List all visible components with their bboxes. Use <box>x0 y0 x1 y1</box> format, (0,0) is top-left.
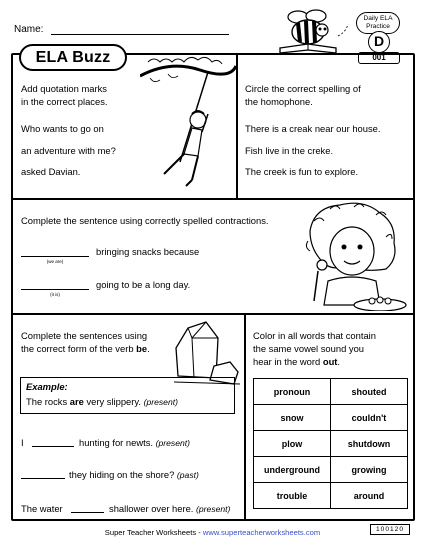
homophone-sentence[interactable]: The creek is fun to explore. <box>245 166 359 177</box>
contractions-instruction: Complete the sentence using correctly spelled contractions. <box>21 215 269 226</box>
table-row <box>254 483 408 509</box>
name-field[interactable] <box>51 34 229 35</box>
verb-blank[interactable] <box>32 446 74 447</box>
name-label: Name: <box>14 24 44 35</box>
example-label: Example: <box>26 381 68 392</box>
word-cell[interactable]: underground <box>254 457 331 483</box>
words-table <box>253 378 408 509</box>
verb-blank[interactable] <box>21 478 65 479</box>
divider <box>11 198 415 200</box>
page-title-text: ELA Buzz <box>35 49 111 66</box>
verb-instruction: Complete the sentences using <box>21 330 148 341</box>
verb-sentence-3: The water <box>21 503 63 514</box>
divider <box>11 313 415 315</box>
badge-number: 001 <box>358 52 400 64</box>
badge-letter: D <box>368 31 390 53</box>
daily-ela-badge: Daily ELA Practice <box>356 12 400 34</box>
contraction-blank[interactable] <box>21 256 89 257</box>
quotes-sentence: an adventure with me? <box>21 145 116 156</box>
word-cell[interactable]: pronoun <box>254 379 331 405</box>
quotes-sentence: Who wants to go on <box>21 123 104 134</box>
contraction-hint: (it is) <box>50 292 60 297</box>
quotes-instruction: Add quotation marks <box>21 83 107 94</box>
girl-eating-snack-illustration <box>300 201 410 311</box>
footer <box>0 528 425 537</box>
word-cell[interactable]: around <box>331 483 408 509</box>
bee-reading-icon <box>276 6 352 56</box>
worksheet-code: 100120 <box>370 524 410 535</box>
word-cell[interactable]: shutdown <box>331 431 408 457</box>
table-row <box>254 379 408 405</box>
verb-sentence-3: shallower over here. (present) <box>109 503 231 514</box>
word-cell[interactable]: shouted <box>331 379 408 405</box>
table-row <box>254 431 408 457</box>
divider <box>236 53 238 199</box>
divider <box>244 313 246 521</box>
vowel-instruction: Color in all words that contain <box>253 330 376 341</box>
homophone-sentence[interactable]: Fish live in the creke. <box>245 145 334 156</box>
quotes-instruction: in the correct places. <box>21 96 108 107</box>
verb-sentence-1: hunting for newts. (present) <box>79 437 191 448</box>
footer-text: Super Teacher Worksheets - <box>104 528 203 537</box>
footer-link[interactable]: www.superteacherworksheets.com <box>202 528 321 537</box>
contraction-hint: (we are) <box>46 259 64 264</box>
quotes-sentence: asked Davian. <box>21 166 81 177</box>
verb-sentence-2: they hiding on the shore? (past) <box>69 469 199 480</box>
word-cell[interactable]: couldn't <box>331 405 408 431</box>
homophone-instruction: Circle the correct spelling of <box>245 83 361 94</box>
example-sentence: The rocks are very slippery. (present) <box>26 396 178 407</box>
verb-sentence-1: I <box>21 437 24 448</box>
table-row <box>254 457 408 483</box>
vowel-instruction: the same vowel sound you <box>253 343 365 354</box>
homophone-instruction: the homophone. <box>245 96 313 107</box>
word-cell[interactable]: growing <box>331 457 408 483</box>
word-cell[interactable]: snow <box>254 405 331 431</box>
verb-instruction: the correct form of the verb be. <box>21 343 150 354</box>
contraction-sentence: going to be a long day. <box>96 279 191 290</box>
verb-blank[interactable] <box>71 512 104 513</box>
table-row <box>254 405 408 431</box>
boy-swinging-illustration <box>140 56 236 198</box>
page-title <box>19 44 127 71</box>
contraction-blank[interactable] <box>21 289 89 290</box>
contraction-sentence: bringing snacks because <box>96 246 200 257</box>
homophone-sentence[interactable]: There is a creak near our house. <box>245 123 381 134</box>
word-cell[interactable]: plow <box>254 431 331 457</box>
word-cell[interactable]: trouble <box>254 483 331 509</box>
vowel-instruction: hear in the word out. <box>253 356 341 367</box>
